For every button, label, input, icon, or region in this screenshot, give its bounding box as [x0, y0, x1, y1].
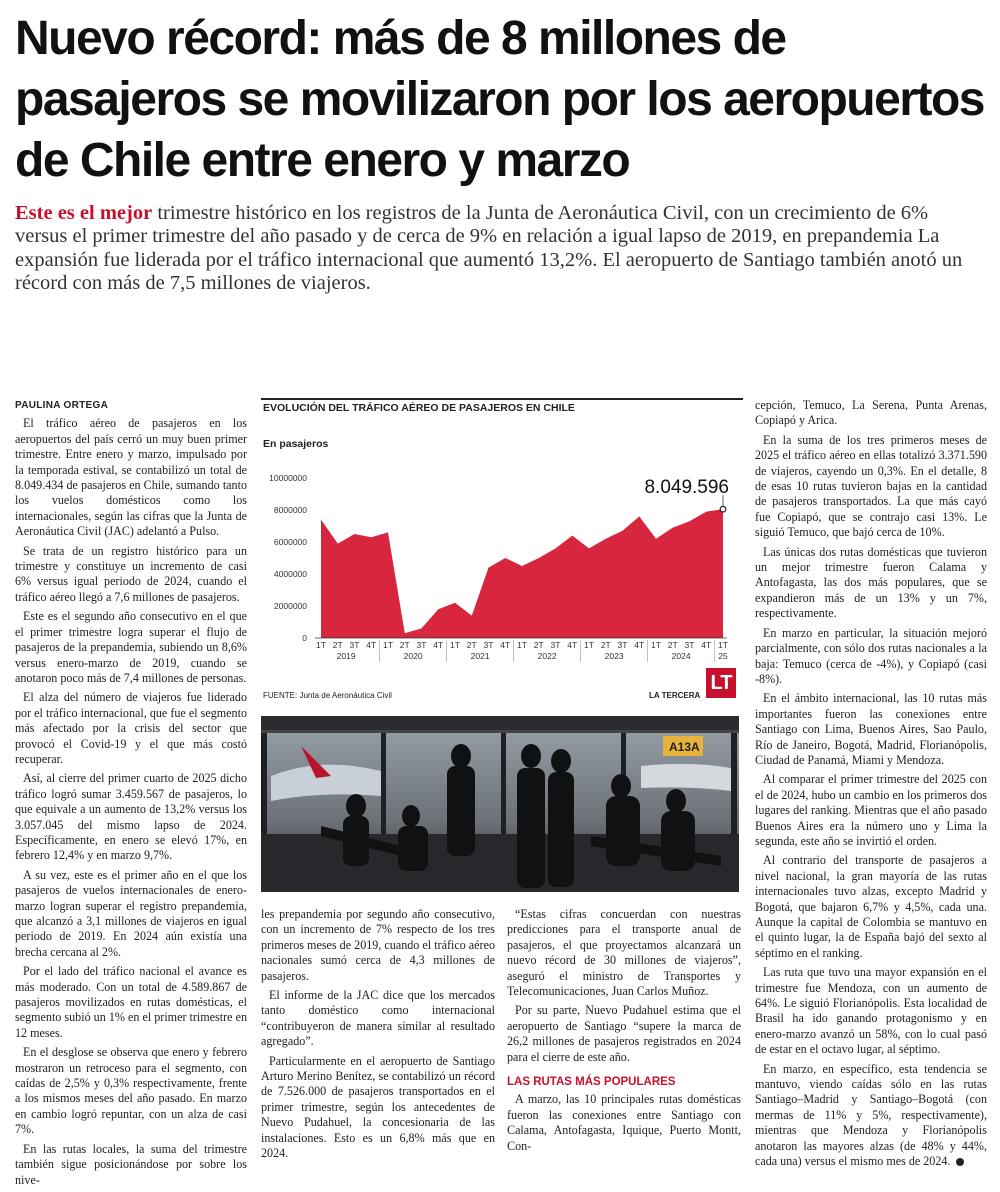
- paragraph: les prepandemia por segundo año consecutivo, con un incremento de 7% respecto de los tres primeros meses de 2019, cuando el tráfico aéreo nacionales sumó cerca de 4,3 millones de pasajeros.: [261, 907, 495, 983]
- x-year-label: 2021: [470, 651, 490, 661]
- headline: Nuevo récord: más de 8 millones de pasajeros se movilizaron por los aeropuertos de Chile entre enero y marzo: [15, 12, 984, 187]
- x-tick-label: 2T: [466, 640, 477, 650]
- y-tick-label: 4000000: [273, 569, 307, 579]
- paragraph: A marzo, las 10 principales rutas domésticas fueron las conexiones entre Santiago con Calama, Antofagasta, Iquique, Puerto Montt, Con-: [507, 1092, 741, 1153]
- chart-subtitle: En pasajeros: [263, 438, 329, 450]
- svg-text:A13A: A13A: [669, 740, 700, 754]
- x-tick-label: 3T: [416, 640, 427, 650]
- x-tick-label: 1T: [584, 640, 594, 650]
- chart-area: [261, 398, 743, 688]
- paragraph: El tráfico aéreo de pasajeros en los aeropuertos del país cerró un muy buen primer trimestre. Entre enero y marzo, impulsado por la temporada estival, se contabilizó un total de 8.049.434 de pasajeros en Chile, sumando tanto los vuelos domésticos como los internacionales, según las cifras que la Junta de Aeronáutica Civil (JAC) adelantó a Pulso.: [15, 416, 247, 539]
- airport-photo: [261, 716, 739, 892]
- x-tick-label: 4T: [567, 640, 578, 650]
- paragraph: Este es el segundo año consecutivo en el que el primer trimestre logra superar el flujo de pasajeros de la prepandemia, subiendo un 8,6% versus enero-marzo de 2019, cuando se anotaron poco más de 7,4 millones de personas.: [15, 609, 247, 685]
- x-tick-label: 4T: [634, 640, 645, 650]
- x-tick-label: 3T: [550, 640, 561, 650]
- y-tick-label: 0: [302, 633, 307, 643]
- paragraph: En el desglose se observa que enero y febrero mostraron un retroceso para el segmento, con caídas de 2,5% y 0,3% respectivamente, frente a los mismos meses del año pasado. En marzo en cambio logró repuntar, con un alza de casi 7%.: [15, 1045, 247, 1137]
- y-tick-label: 2000000: [273, 601, 307, 611]
- x-tick-label: 2T: [533, 640, 544, 650]
- paragraph: Particularmente en el aeropuerto de Santiago Arturo Merino Benítez, se contabilizó un récord de 7.526.000 de pasajeros transportados en el primer trimestre, según los antecedentes de Nuevo Pudahuel, la concesionaria de las instalaciones. Esto es un 6,8% más que en 2024.: [261, 1053, 495, 1161]
- x-tick-label: 1T: [316, 640, 326, 650]
- y-tick-label: 10000000: [269, 473, 307, 483]
- chart-credit: LA TERCERA: [649, 691, 701, 700]
- airport-silhouettes-image: [261, 716, 739, 892]
- x-tick-label: 1T: [517, 640, 527, 650]
- x-tick-label: 3T: [483, 640, 494, 650]
- article-column-2: [261, 907, 495, 1166]
- x-tick-label: 1T: [718, 640, 728, 650]
- paragraph: En la suma de los tres primeros meses de 2025 el tráfico aéreo en ellas totalizó 3.371.590 de viajeros, cayendo un 0,3%. En el detalle, 8 de esas 10 rutas tuvieron bajas en la cantidad de pasajeros transportados. La que más cayó fue Copiapó, que se contrajo casi 13%. Le siguió Temuco, que bajó cerca de 10%.: [755, 432, 987, 540]
- paragraph: Se trata de un registro histórico para un trimestre y constituye un incremento de casi 6% versus igual periodo de 2024, cuando el tráfico aéreo llegó a 7,6 millones de pasajeros.: [15, 543, 247, 604]
- article-column-1: [15, 398, 247, 1192]
- paragraph: Así, al cierre del primer cuarto de 2025 dicho tráfico logró sumar 3.459.567 de pasajeros, lo que equivale a un aumento de 13,2% versus los 3.057.045 del mismo lapso de 2024. Específicamente, en enero se elevó 17%, en febrero 12,4% y en marzo 9,7%.: [15, 771, 247, 863]
- x-tick-label: 1T: [450, 640, 460, 650]
- dek-text: trimestre histórico en los registros de la Junta de Aeronáutica Civil, con un crecimiento de 6% versus el primer trimestre del año pasado y de cerca de 9% en relación a igual lapso de 2019, en prepandemia La expansión fue liderada por el tráfico internacional que aumentó 13,2%. El aeropuerto de Santiago también anotó un récord con más de 7,5 millones de viajeros.: [15, 202, 963, 294]
- x-year-label: 2023: [604, 651, 624, 661]
- paragraph: En marzo en particular, la situación mejoró parcialmente, con sólo dos rutas nacionales a la baja: Temuco (cerca de -4%), y Copiapó (casi -8%).: [755, 625, 987, 686]
- x-year-label: 2022: [537, 651, 557, 661]
- paragraph: [755, 1062, 987, 1170]
- end-of-article-icon: [956, 1158, 964, 1166]
- paragraph: El informe de la JAC dice que los mercados tanto doméstico como internacional “contribuyeron de manera similar al resultado agregado”.: [261, 988, 495, 1049]
- x-tick-label: 2T: [399, 640, 410, 650]
- x-tick-label: 2T: [332, 640, 343, 650]
- series-area: [321, 509, 723, 638]
- paragraph: Por el lado del tráfico nacional el avance es más moderado. Con un total de 4.589.867 de pasajeros movilizados en rutas domésticas, el segmento subió un 1% en el primer trimestre en 12 meses.: [15, 964, 247, 1040]
- paragraph: “Estas cifras concuerdan con nuestras predicciones para el transporte anual de pasajeros, el que proyectamos alcanzará un nuevo récord de 30 millones de viajeros”, aseguró el ministro de Transportes y Telecomunicaciones, Juan Carlos Muñoz.: [507, 907, 741, 999]
- paragraph: En las rutas locales, la suma del trimestre también sigue posicionándose por sobre los nive-: [15, 1141, 247, 1187]
- dek: [15, 202, 985, 295]
- x-tick-label: 3T: [349, 640, 360, 650]
- byline: PAULINA ORTEGA: [15, 400, 109, 411]
- x-tick-label: 3T: [684, 640, 695, 650]
- paragraph: En el ámbito internacional, las 10 rutas más importantes fueron las conexiones entre Santiago con Lima, Buenos Aires, Sao Paulo, Río de Janeiro, Bogotá, Madrid, Florianópolis, Ciudad de Panamá, Miami y Mendoza.: [755, 691, 987, 767]
- y-tick-label: 8000000: [273, 505, 307, 515]
- x-year-label: 2024: [671, 651, 691, 661]
- paragraph-text: En marzo, en específico, esta tendencia se mantuvo, viendo caídas sólo en las rutas Santiago–Madrid y Santiago–Bogotá (con mermas de 11% y 5%, respectivamente), mientras que Mendoza y Florianópolis anotaron las mayores alzas (de 48% y 44%, cada una) versus el mismo mes de 2024.: [755, 1061, 987, 1169]
- paragraph: Las ruta que tuvo una mayor expansión en el trimestre fue Mendoza, con un aumento de 64%. Le siguió Florianópolis. Esta localidad de Brasil ha ido ganando protagonismo y en enero-marzo avanzó un 58%, con lo cual pasó de estar en el octavo lugar, al séptimo.: [755, 965, 987, 1057]
- chart-source: FUENTE: Junta de Aeronáutica Civil: [263, 691, 392, 700]
- paragraph: Al contrario del transporte de pasajeros a nivel nacional, la gran mayoría de las rutas internacionales tuvo alzas, excepto Madrid y Bogotá, que bajaron 6,7% y 4,5%, cada una. Aunque la capital de Colombia se mantuvo en el quinto lugar, la de España bajó del sexto al séptimo en el ranking.: [755, 853, 987, 960]
- x-year-label: 2020: [403, 651, 423, 661]
- x-tick-label: 4T: [701, 640, 712, 650]
- x-tick-label: 4T: [500, 640, 511, 650]
- x-tick-label: 2T: [600, 640, 611, 650]
- x-tick-label: 4T: [366, 640, 377, 650]
- last-point-marker: [720, 506, 726, 512]
- paragraph: Al comparar el primer trimestre del 2025 con el de 2024, hubo un cambio en los primeros dos lugares del ranking. Mientras que el año pasado Buenos Aires era la número uno y Lima la segunda, este año se invirtió el orden.: [755, 772, 987, 848]
- paragraph: A su vez, este es el primer año en el que los pasajeros de vuelos internacionales de enero-marzo logran superar el registro prepandemia, que alcanzó a 3,1 millones de viajeros en igual periodo de 2019. En 2024 aún existía una brecha cercana al 2%.: [15, 867, 247, 959]
- chart-title: EVOLUCIÓN DEL TRÁFICO AÉREO DE PASAJEROS EN CHILE: [263, 402, 575, 414]
- paragraph: Las únicas dos rutas domésticas que tuvieron un mejor trimestre fueron Calama y Antofagasta, las dos más populares, que se expandieron más de un 13% y un 7%, respectivamente.: [755, 544, 987, 621]
- la-tercera-logo: LT: [706, 668, 736, 698]
- dek-lead: Este es el mejor: [15, 202, 153, 224]
- article-column-4: [755, 398, 987, 1174]
- x-tick-label: 3T: [617, 640, 628, 650]
- x-year-label: 2019: [336, 651, 356, 661]
- x-tick-label: 1T: [651, 640, 661, 650]
- x-tick-label: 1T: [383, 640, 393, 650]
- paragraph: El alza del número de viajeros fue liderado por el tráfico internacional, que fue el segmento más afectado por la crisis del sector que provocó el Covid-19 y el que más costó recuperar.: [15, 690, 247, 766]
- section-subhead: LAS RUTAS MÁS POPULARES: [507, 1076, 676, 1089]
- paragraph: Por su parte, Nuevo Pudahuel estima que el aeropuerto de Santiago “supere la marca de 26,2 millones de pasajeros registrados en 2024 para el cierre de este año.: [507, 1003, 741, 1064]
- x-year-label: 25: [718, 651, 728, 661]
- paragraph: cepción, Temuco, La Serena, Punta Arenas, Copiapó y Arica.: [755, 398, 987, 428]
- callout-value: 8.049.596: [644, 477, 729, 499]
- x-tick-label: 4T: [433, 640, 444, 650]
- x-tick-label: 2T: [667, 640, 678, 650]
- chart-figure: [261, 398, 743, 706]
- article-column-3: [507, 907, 741, 1158]
- y-tick-label: 6000000: [273, 537, 307, 547]
